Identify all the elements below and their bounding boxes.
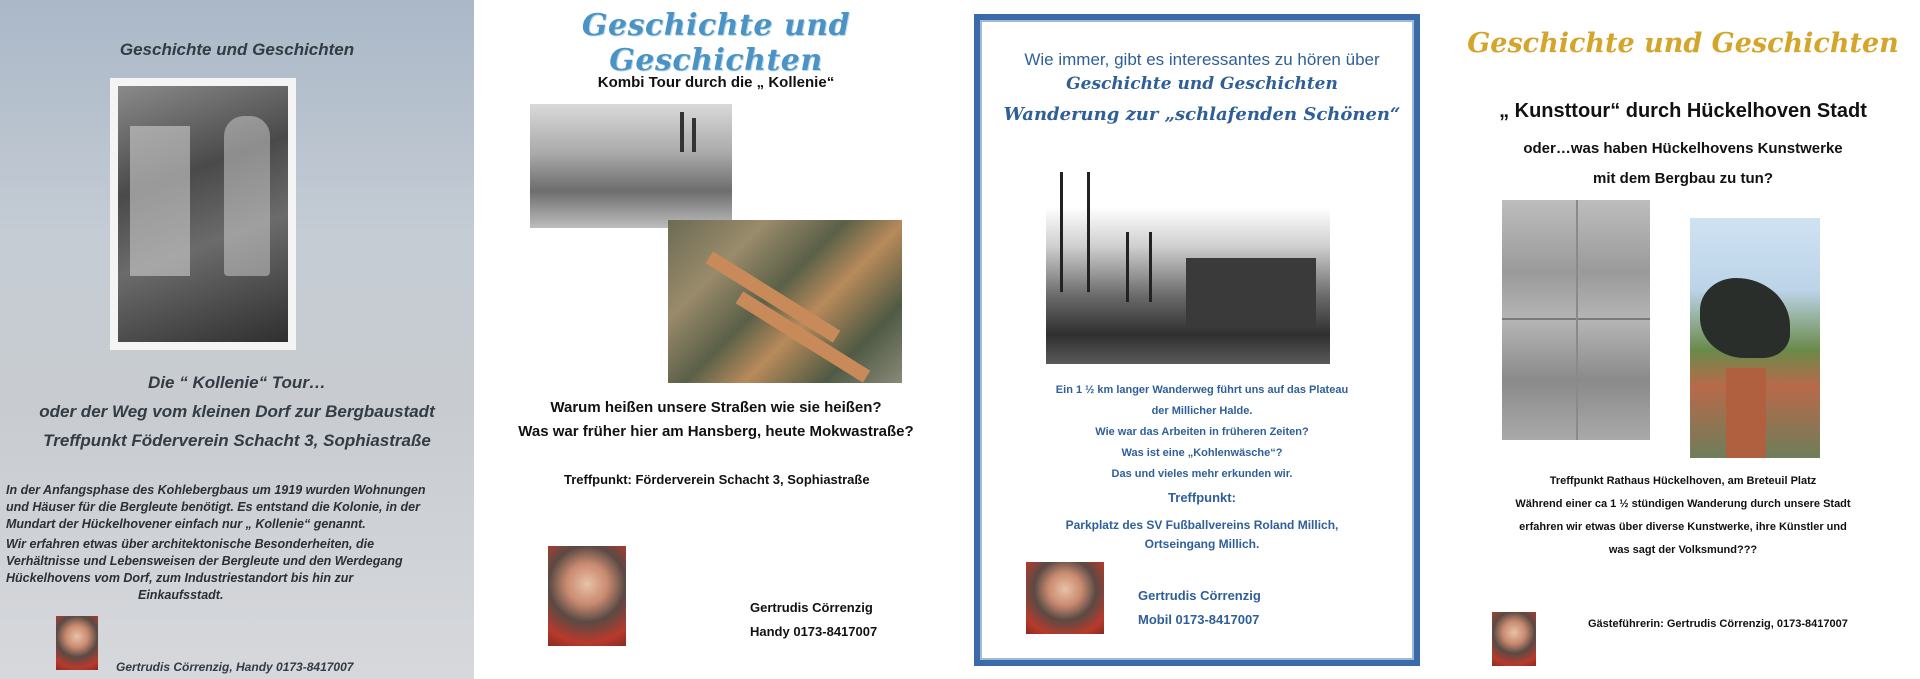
place-line: Parkplatz des SV Fußballvereins Roland Millich,: [1065, 518, 1339, 532]
description-line: Was ist eine „Kohlenwäsche“?: [1121, 447, 1283, 459]
paragraph-line: Mundart der Hückelhovener einfach nur „ Kollenie“ genannt.: [6, 517, 366, 531]
paragraph-line: In der Anfangsphase des Kohlebergbaus um 1919 wurden Wohnungen: [6, 483, 426, 497]
paragraph-line: Verhältnisse und Lebensweisen der Bergleute und den Werdegang: [6, 554, 403, 568]
tour-title: „ Kunsttour“ durch Hückelhoven Stadt: [1499, 100, 1867, 122]
tour-title: [0, 368, 474, 455]
tour-description: [958, 380, 1446, 485]
paragraph-line: Hückelhovens vom Dorf, zum Industriestandort bis hin zur: [6, 571, 354, 585]
guide-portrait: [56, 616, 98, 670]
coal-mine-photo: [1046, 168, 1330, 364]
meeting-place: [958, 516, 1446, 554]
flyer-kunsttour: [1446, 0, 1920, 679]
tour-subtitle: [1446, 134, 1920, 194]
guide-phone: Handy 0173-8417007: [750, 624, 878, 639]
tour-title-line: Die “ Kollenie“ Tour…: [148, 373, 326, 392]
description-line: Das und vieles mehr erkunden wir.: [1111, 468, 1293, 480]
guide-portrait: [1026, 562, 1104, 634]
description-line: der Millicher Halde.: [1151, 405, 1253, 417]
relief-artwork-photo: [1502, 200, 1650, 440]
sculpture-photo: [1690, 218, 1820, 458]
subtitle-line: oder…was haben Hückelhovens Kunstwerke: [1523, 140, 1843, 157]
description-line: Ein 1 ½ km langer Wanderweg führt uns auf das Plateau: [1055, 384, 1349, 396]
contact-block: [1138, 584, 1261, 632]
details-paragraph: [6, 536, 462, 604]
flyer-heading: Geschichte und Geschichten: [119, 40, 355, 59]
tour-subtitle: Kombi Tour durch die „ Kollenie“: [597, 74, 835, 91]
aerial-photo-colony: [668, 220, 902, 383]
intro-line: Wie immer, gibt es interessantes zu hören über: [1024, 50, 1380, 69]
historic-photo-water-pump: [110, 78, 296, 350]
flyer-schlafende-schoene: [958, 0, 1446, 679]
paragraph-line: und Häuser für die Bergleute benötigt. Es entstand die Kolonie, in der: [6, 500, 420, 514]
subtitle-line: mit dem Bergbau zu tun?: [1593, 170, 1773, 187]
flyer-kombi-tour: [474, 0, 958, 679]
tour-title-line: oder der Weg vom kleinen Dorf zur Bergbaustadt: [39, 402, 435, 421]
description-line: Während einer ca 1 ½ stündigen Wanderung durch unsere Stadt: [1515, 498, 1851, 510]
meeting-point: Treffpunkt: Förderverein Schacht 3, Sophiastraße: [564, 472, 870, 487]
description-line: Wie war das Arbeiten in früheren Zeiten?: [1095, 426, 1309, 438]
guide-phone: Mobil 0173-8417007: [1138, 612, 1260, 627]
question-line: Warum heißen unsere Straßen wie sie heißen?: [550, 399, 882, 416]
contact-footer: Gertrudis Cörrenzig, Handy 0173-8417007: [116, 660, 354, 674]
contact-block: [750, 596, 877, 644]
flyer-heading: Geschichte und Geschichten: [1066, 74, 1338, 94]
contact-footer: Gästeführerin: Gertrudis Cörrenzig, 0173-8417007: [1588, 618, 1848, 630]
flyer-kollenie-tour: [0, 0, 474, 679]
tour-title: Wanderung zur „schlafenden Schönen“: [1003, 104, 1401, 125]
description-line: was sagt der Volksmund???: [1608, 544, 1758, 556]
guide-portrait: [1492, 612, 1536, 666]
flyer-heading: Geschichte und Geschichten: [581, 8, 851, 78]
tour-description: [1446, 470, 1920, 562]
tour-questions: [474, 396, 958, 444]
guide-name: Gertrudis Cörrenzig: [1138, 588, 1261, 603]
historic-mine-photo: [530, 104, 732, 228]
description-line: Treffpunkt Rathaus Hückelhoven, am Breteuil Platz: [1549, 475, 1817, 487]
guide-name: Gertrudis Cörrenzig: [750, 600, 873, 615]
place-line: Ortseingang Millich.: [1144, 537, 1260, 551]
description-line: erfahren wir etwas über diverse Kunstwerke, ihre Künstler und: [1519, 521, 1847, 533]
flyer-heading: Geschichte und Geschichten: [1467, 28, 1899, 59]
meeting-label: Treffpunkt:: [1168, 490, 1236, 505]
guide-portrait: [548, 546, 626, 646]
intro-paragraph: [6, 482, 462, 533]
question-line: Was war früher hier am Hansberg, heute Mokwastraße?: [518, 423, 914, 440]
paragraph-line: Wir erfahren etwas über architektonische Besonderheiten, die: [6, 537, 375, 551]
paragraph-line: Einkaufsstadt.: [138, 588, 224, 602]
meeting-point-line: Treffpunkt Föderverein Schacht 3, Sophiastraße: [43, 431, 431, 450]
